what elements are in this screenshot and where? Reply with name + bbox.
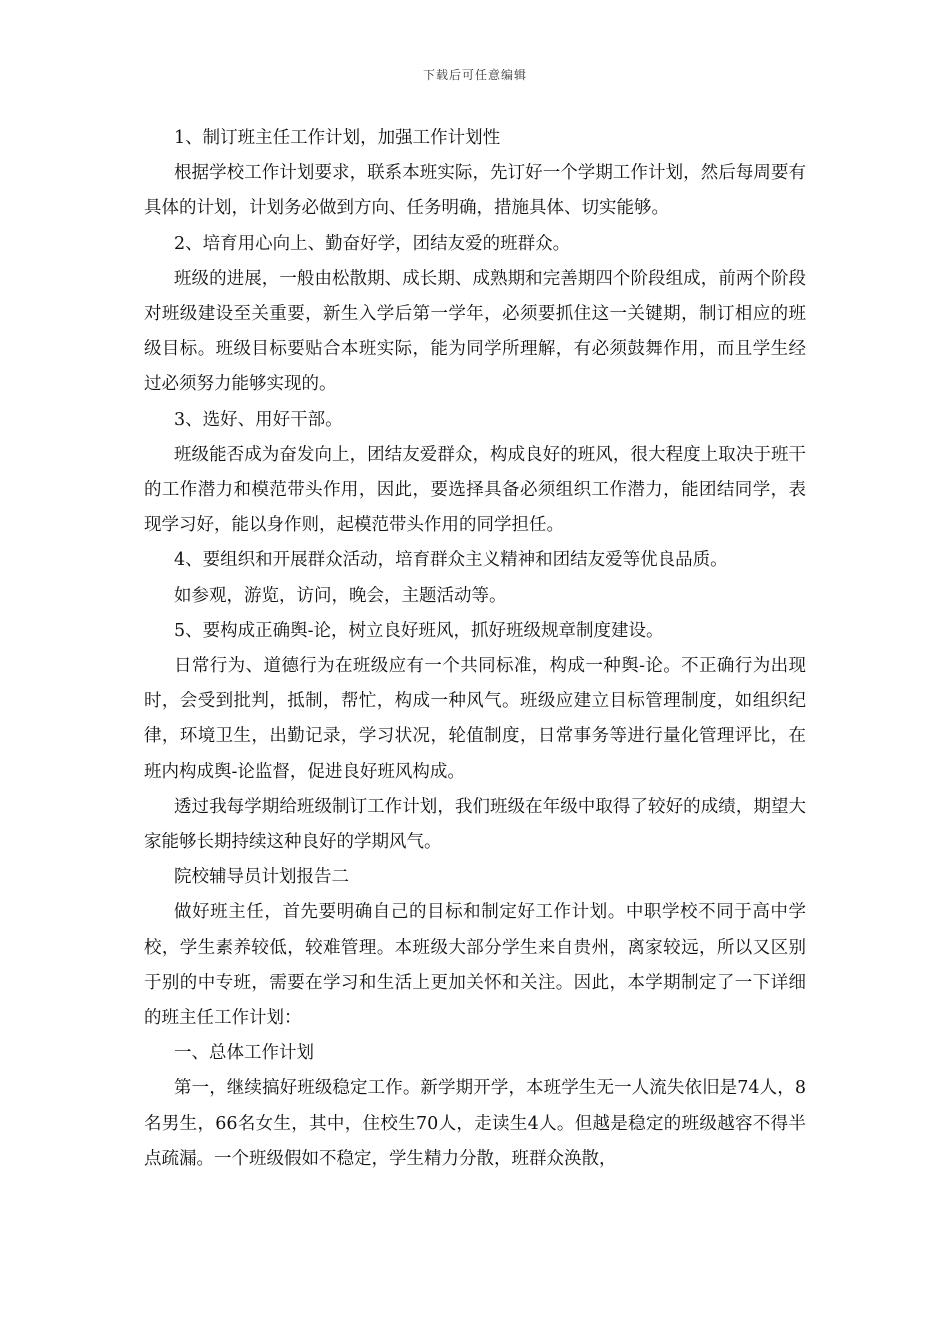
paragraph: 做好班主任，首先要明确自己的目标和制定好工作计划。中职学校不同于高中学校，学生素养较低，较难管理。本班级大部分学生来自贵州，离家较远，所以又区别于别的中专班，需要在学习和生活上更加关怀和关注。因此，本学期制定了一下详细的班主任工作计划： <box>144 902 806 1029</box>
paragraph: 班级的进展，一般由松散期、成长期、成熟期和完善期四个阶段组成，前两个阶段对班级建设至关重要，新生入学后第一学年，必须要抓住这一关键期，制订相应的班级目标。班级目标要贴合本班实际，能为同学所理解，有必须鼓舞作用，而且学生经过必须努力能够实现的。 <box>144 268 806 395</box>
paragraph: 根据学校工作计划要求，联系本班实际，先订好一个学期工作计划，然后每周要有具体的计划，计划务必做到方向、任务明确，措施具体、切实能够。 <box>144 163 806 219</box>
paragraph: 日常行为、道德行为在班级应有一个共同标准，构成一种舆-论。不正确行为出现时，会受到批判，抵制，帮忙，构成一种风气。班级应建立目标管理制度，如组织纪律，环境卫生，出勤记录，学习状况，轮值制度，日常事务等进行量化管理评比，在班内构成舆-论监督，促进良好班风构成。 <box>144 656 806 782</box>
section-heading-4: 4、要组织和开展群众活动，培育群众主义精神和团结友爱等优良品质。 <box>174 550 728 571</box>
document-body <box>144 121 806 1177</box>
section-heading-3: 3、选好、用好干部。 <box>174 409 343 430</box>
paragraph: 班级能否成为奋发向上，团结友爱群众，构成良好的班风，很大程度上取决于班干的工作潜力和模范带头作用，因此，要选择具备必须组织工作潜力，能团结同学，表现学习好，能以身作则，起模范带头作用的同学担任。 <box>144 444 806 536</box>
paragraph: 第一，继续搞好班级稳定工作。新学期开学，本班学生无一人流失依旧是74人，8名男生，66名女生，其中，住校生70人，走读生4人。但越是稳定的班级越容不得半点疏漏。一个班级假如不稳定，学生精力分散，班群众涣散， <box>144 1078 806 1169</box>
page-header: 下载后可任意编辑 <box>422 68 527 82</box>
report-title: 院校辅导员计划报告二 <box>174 867 349 888</box>
paragraph: 透过我每学期给班级制订工作计划，我们班级在年级中取得了较好的成绩，期望大家能够长期持续这种良好的学期风气。 <box>144 796 806 853</box>
section-heading-5: 5、要构成正确舆-论，树立良好班风，抓好班级规章制度建设。 <box>174 620 664 641</box>
section-heading-1: 1、制订班主任工作计划，加强工作计划性 <box>174 128 501 148</box>
paragraph: 如参观，游览，访问，晚会，主题活动等。 <box>174 585 507 606</box>
section-heading-overall: 一、总体工作计划 <box>174 1043 314 1064</box>
section-heading-2: 2、培育用心向上、勤奋好学，团结友爱的班群众。 <box>174 233 571 254</box>
